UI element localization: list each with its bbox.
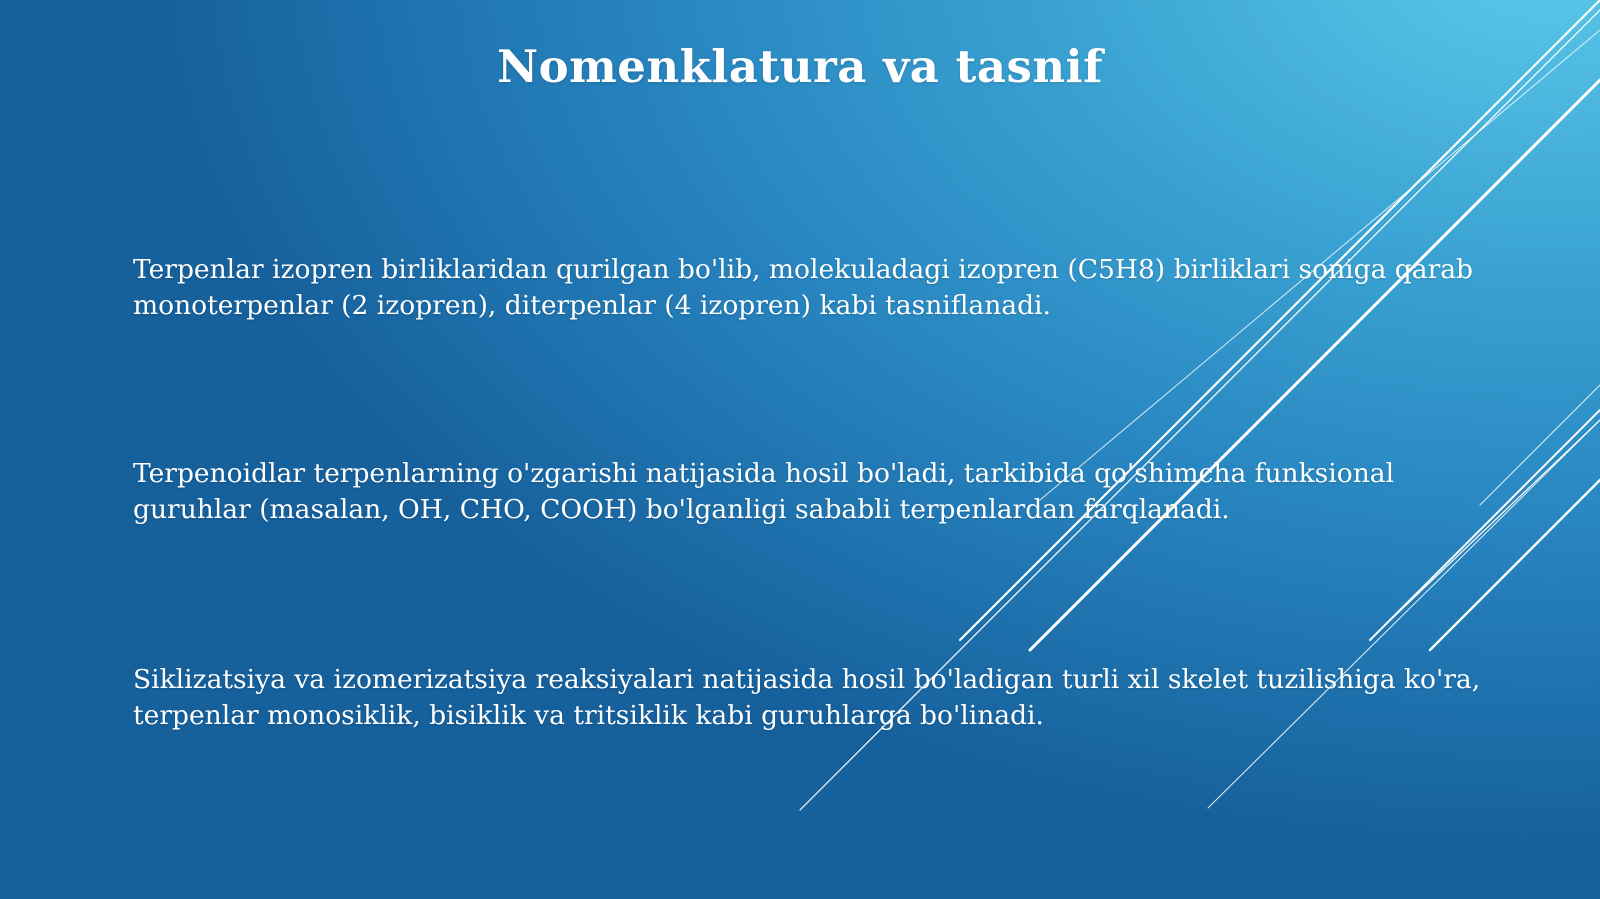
paragraph-cyclization: Siklizatsiya va izomerizatsiya reaksiyalari natijasida hosil bo'ladigan turli xil skelet tuzilishiga ko'ra, terpenlar monosiklik, bisiklik va tritsiklik kabi guruhlarga bo'linadi. <box>133 664 1481 731</box>
deco-line <box>1030 80 1600 650</box>
paragraph-terpenes-classification: Terpenlar izopren birliklaridan qurilgan bo'lib, molekuladagi izopren (C5H8) birliklari soniga qarab monoterpenlar (2 izopren), diterpenlar (4 izopren) kabi tasniflanadi. <box>133 254 1473 321</box>
paragraph-terpenoids: Terpenoidlar terpenlarning o'zgarishi natijasida hosil bo'ladi, tarkibida qo'shimcha funksional guruhlar (masalan, OH, CHO, COOH) bo'lganligi sababli terpenlardan farqlanadi. <box>133 458 1395 525</box>
slide-title: Nomenklatura va tasnif <box>497 40 1103 93</box>
deco-line <box>1480 385 1600 505</box>
